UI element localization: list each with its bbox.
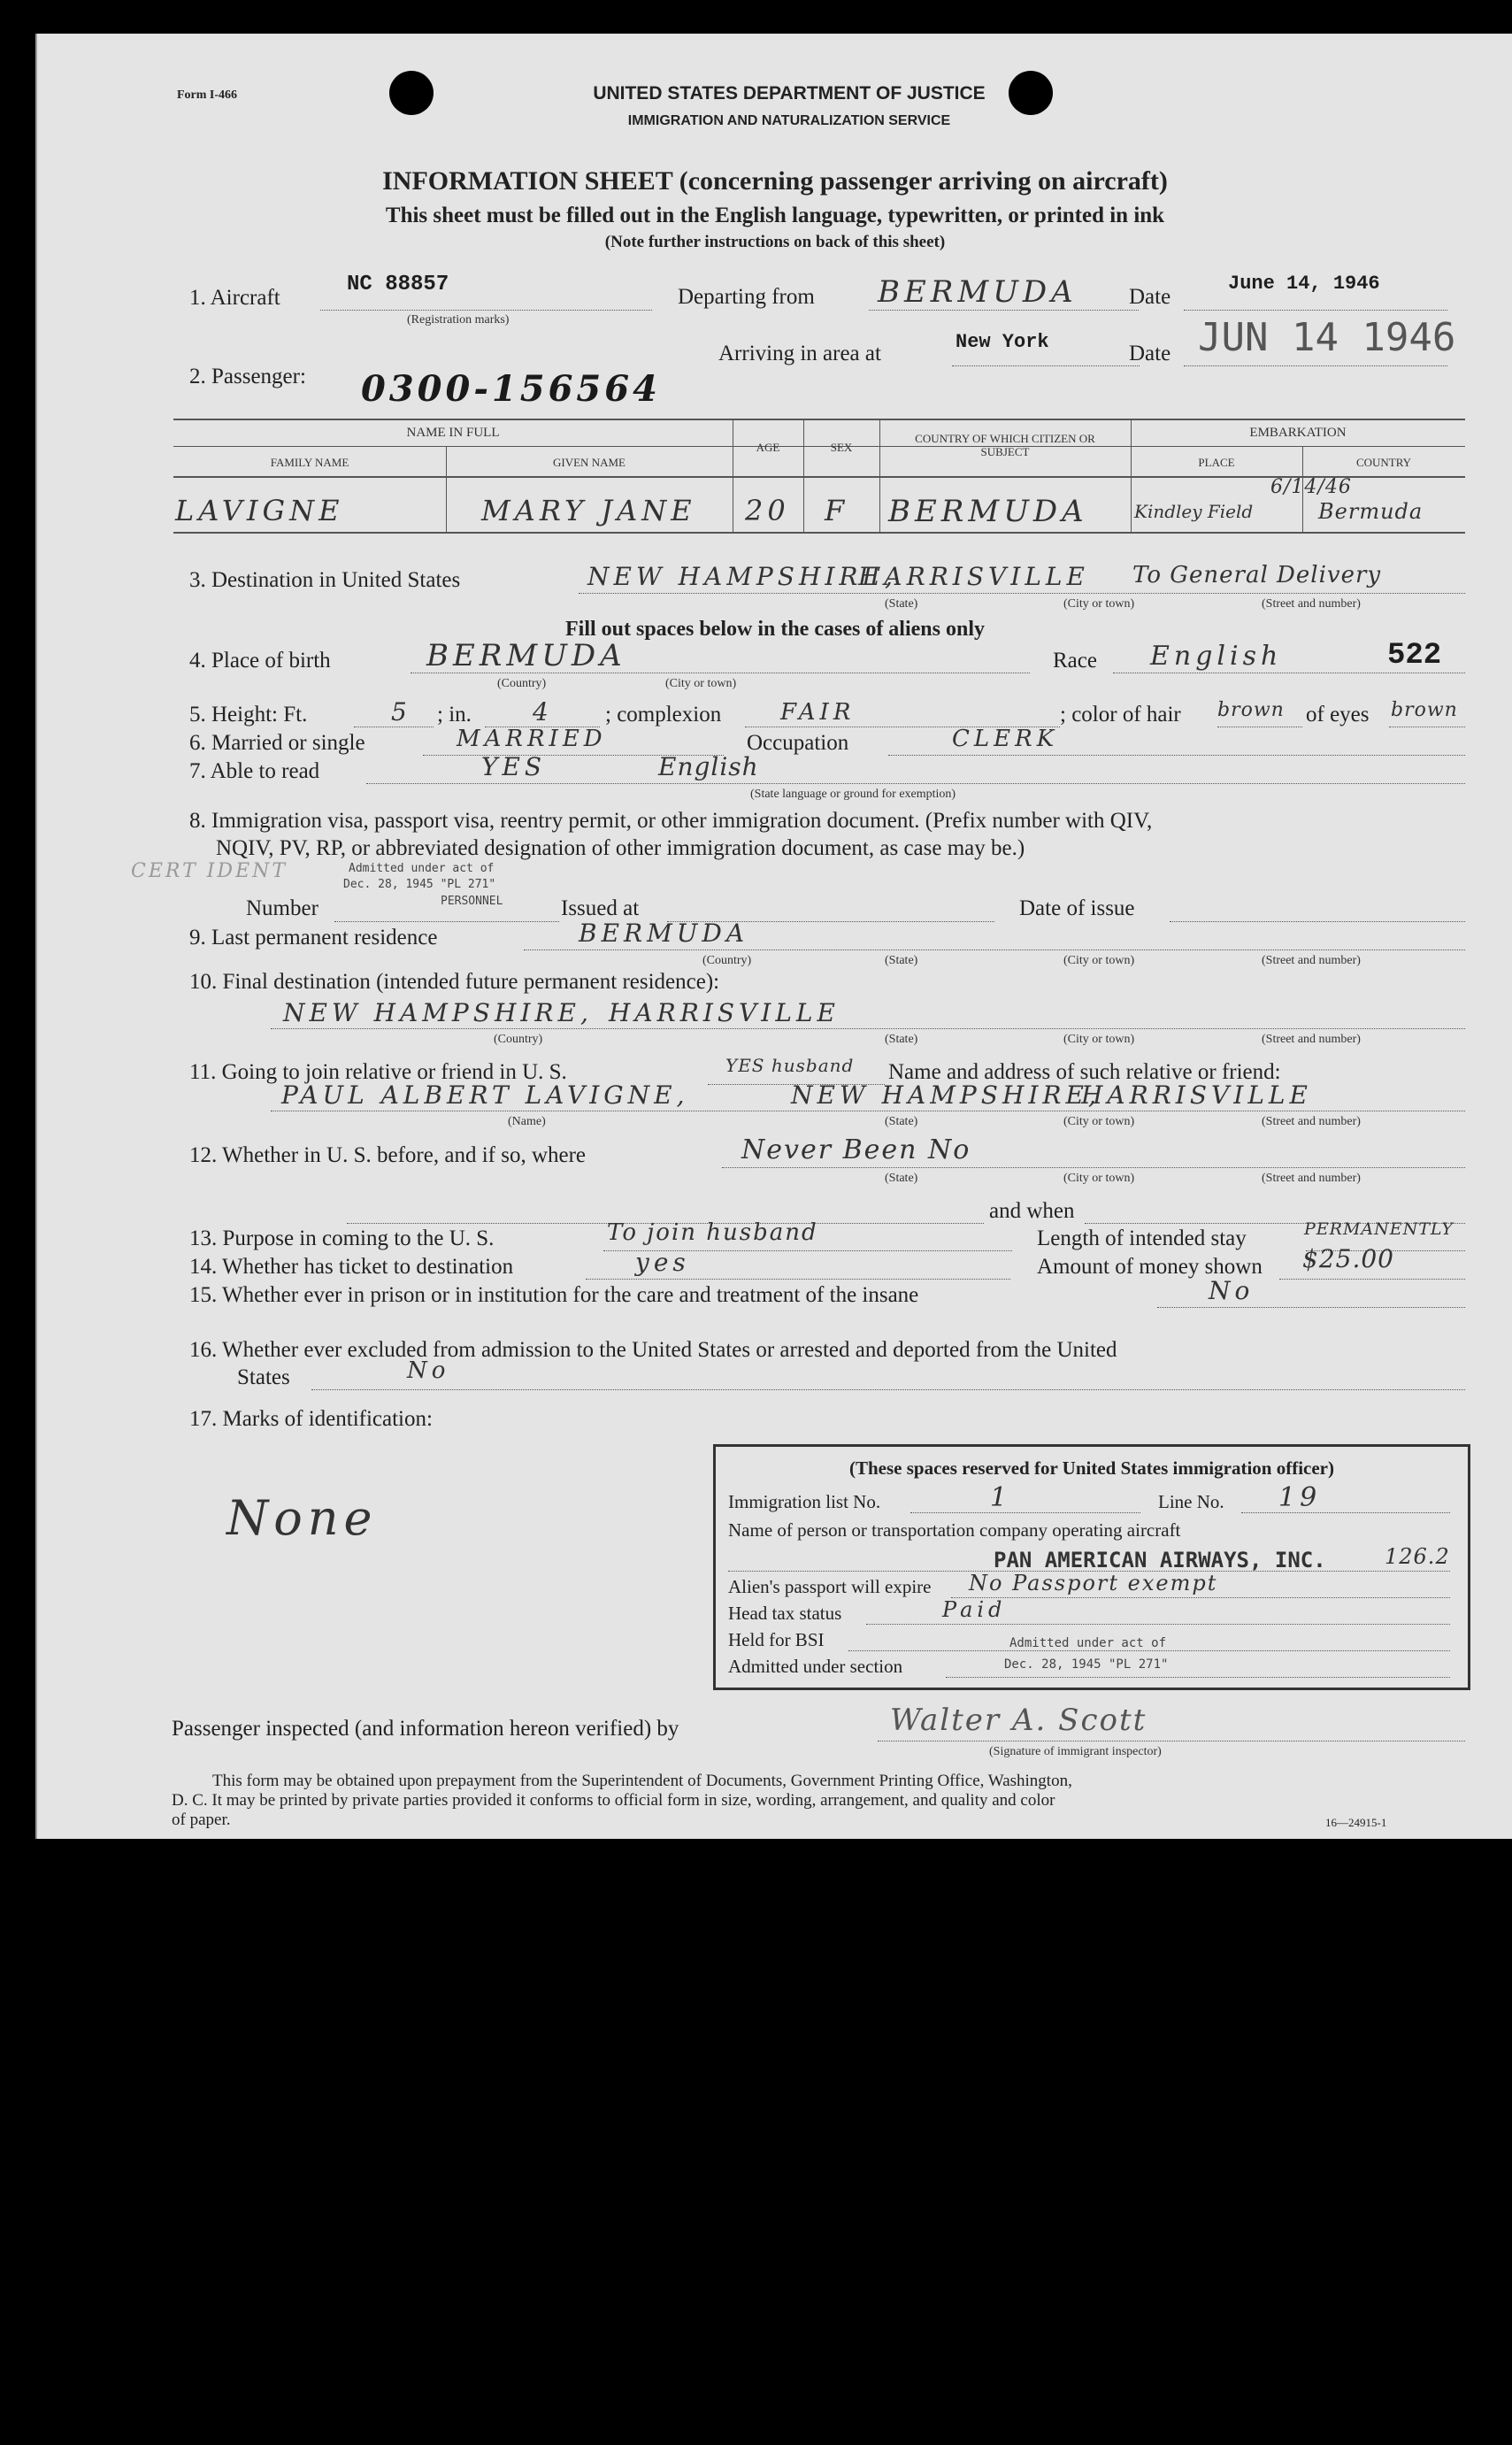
final-destination-line [271,1028,1465,1029]
operator-note: 126.2 [1385,1544,1450,1569]
list-label: Immigration list No. [728,1491,881,1512]
citizen-value: BERMUDA [888,494,1088,529]
arriving-label: Arriving in area at [718,342,881,365]
complexion-label: ; complexion [605,703,722,727]
before-cap-street: (Street and number) [1262,1172,1361,1185]
passport-value: No Passport exempt [969,1571,1218,1595]
stay-label: Length of intended stay [1037,1226,1247,1250]
residence-cap-city: (City or town) [1063,954,1135,967]
departing-value: BERMUDA [878,274,1078,310]
join-cap-name: (Name) [508,1115,546,1128]
final-cap-state: (State) [885,1033,918,1046]
destination-street: To General Delivery [1132,562,1382,588]
table-top-line [173,419,1465,420]
stay-value: PERMANENTLY [1304,1219,1454,1239]
family-header: FAMILY NAME [270,456,349,469]
footer-code: 16—24915-1 [1325,1816,1387,1829]
marks-label: 17. Marks of identification: [189,1407,433,1431]
final-destination-label: 10. Final destination (intended future permanent residence): [189,970,720,994]
destination-city: HARRISVILLE [858,562,1089,591]
given-name-value: MARY JANE [481,494,696,527]
embark-place-value: Kindley Field [1134,501,1254,522]
residence-cap-state: (State) [885,954,918,967]
join-value: YES husband [725,1055,855,1076]
information-sheet [35,34,1512,1839]
race-label: Race [1053,649,1097,673]
inspection-caption: (Signature of immigrant inspector) [989,1745,1162,1758]
departing-label: Departing from [678,285,815,309]
occupation-value: CLERK [952,726,1059,752]
complexion-value: FAIR [780,699,856,726]
number-label: Number [246,896,319,920]
name-header: NAME IN FULL [406,426,500,440]
form-id: Form I-466 [177,88,238,102]
embark-date-value: 6/14/46 [1270,476,1352,498]
destination-cap-street: (Street and number) [1262,597,1361,611]
height-feet: 5 [391,697,411,727]
inspector-signature: Walter A. Scott [890,1703,1147,1738]
marks-value: None [226,1490,378,1546]
read-value: YES [481,752,547,781]
date2-line [1184,365,1447,366]
hair-label: ; color of hair [1060,703,1181,727]
destination-label: 3. Destination in United States [189,568,461,592]
document-stamp-line3: PERSONNEL [441,895,503,908]
list-value: 1 [990,1482,1012,1513]
age-value: 20 [745,494,790,527]
footer-line1: This form may be obtained upon prepayment from the Superintendent of Documents, Government Printing Office, Washington, [212,1772,1072,1790]
before-label: 12. Whether in U. S. before, and if so, where [189,1143,587,1167]
birth-value: BERMUDA [426,638,626,673]
aircraft-caption: (Registration marks) [407,313,510,327]
money-line [1279,1279,1465,1280]
join-city-value: HARRISVILLE [1081,1080,1312,1110]
purpose-value: To join husband [607,1219,818,1246]
departing-line [869,310,1139,311]
join-cap-city: (City or town) [1063,1115,1135,1128]
document-margin-note: CERT IDENT [131,860,288,882]
officer-box [713,1444,1470,1690]
residence-cap-street: (Street and number) [1262,954,1361,967]
sex-value: F [825,494,849,527]
country-header: COUNTRY OF WHICH CITIZEN OR SUBJECT [915,432,1095,458]
headtax-value: Paid [942,1597,1007,1622]
family-name-value: LAVIGNE [175,494,344,527]
inspection-label: Passenger inspected (and information hereon verified) by [172,1717,679,1741]
inches-label: ; in. [437,703,472,727]
birth-label: 4. Place of birth [189,649,331,673]
headtax-line [866,1624,1450,1625]
date2-label: Date [1129,342,1171,365]
prison-label: 15. Whether ever in prison or in institution for the care and treatment of the insane [189,1283,919,1307]
sheet-note: (Note further instructions on back of this sheet) [604,233,946,251]
document-line2: NQIV, PV, RP, or abbreviated designation of other immigration document, as case may be.) [216,836,1025,860]
eyes-label: of eyes [1306,703,1370,727]
occupation-line [888,755,1465,756]
excluded-line [311,1389,1465,1390]
document-stamp-line1: Admitted under act of [349,862,495,875]
destination-cap-state: (State) [885,597,918,611]
service-title: IMMIGRATION AND NATURALIZATION SERVICE [627,113,951,128]
ticket-line [586,1279,1010,1280]
birth-cap-country: (Country) [497,677,547,690]
headtax-label: Head tax status [728,1603,842,1624]
embark-header: EMBARKATION [1249,426,1347,440]
date1-line [1184,310,1447,311]
date-issue-line [1170,921,1465,922]
list-line [910,1512,1140,1513]
section-line [946,1677,1450,1678]
ticket-label: 14. Whether has ticket to destination [189,1255,514,1279]
bsi-line [848,1650,1450,1651]
country-sub-header: COUNTRY [1355,456,1412,469]
destination-state: NEW HAMPSHIRE, [587,562,897,591]
final-cap-street: (Street and number) [1262,1033,1361,1046]
residence-label: 9. Last permanent residence [189,926,438,950]
residence-value: BERMUDA [579,919,749,948]
final-destination-city: HARRISVILLE [609,998,840,1027]
line-no-line [1241,1512,1450,1513]
excluded-line1: 16. Whether ever excluded from admission to the United States or arrested and deported from the United [189,1338,1117,1362]
join-cap-street: (Street and number) [1262,1115,1361,1128]
birth-cap-city: (City or town) [665,677,737,690]
aircraft-value: NC 88857 [347,273,449,296]
operator-label: Name of person or transportation company operating aircraft [728,1519,1181,1541]
purpose-label: 13. Purpose in coming to the U. S. [189,1226,495,1250]
date2-stamp: JUN 14 1946 [1198,315,1456,360]
sheet-title: INFORMATION SHEET (concerning passenger arriving on aircraft) [382,166,1168,196]
age-header: AGE [756,441,780,454]
join-name-value: PAUL ALBERT LAVIGNE, [281,1080,689,1110]
money-label: Amount of money shown [1037,1255,1263,1279]
line-value: 19 [1278,1482,1322,1513]
race-code: 522 [1387,639,1442,673]
join-name-label: Name and address of such relative or friend: [888,1060,1281,1084]
arriving-value: New York [956,331,1049,353]
ticket-value: yes [635,1248,690,1277]
date1-value: June 14, 1946 [1228,273,1380,295]
race-value: English [1150,641,1283,672]
join-cap-state: (State) [885,1115,918,1128]
line-label: Line No. [1158,1491,1224,1512]
sheet-instruction: This sheet must be filled out in the English language, typewritten, or printed in ink [385,204,1165,227]
marital-value: MARRIED [457,726,607,752]
height-label: 5. Height: Ft. [189,703,308,727]
section-stamp-line2: Dec. 28, 1945 "PL 271" [1004,1657,1169,1672]
read-language: English [658,752,759,781]
aliens-heading: Fill out spaces below in the cases of aliens only [564,618,985,641]
passenger-number: 0300-156564 [361,368,661,410]
passenger-label: 2. Passenger: [189,365,306,388]
eyes-value: brown [1391,699,1458,721]
read-line [366,783,1465,784]
before-line [722,1167,1465,1168]
before-value: Never Been No [741,1134,971,1165]
before-cap-state: (State) [885,1172,918,1185]
destination-cap-city: (City or town) [1063,597,1135,611]
read-caption: (State language or ground for exemption) [750,788,956,801]
table-col-d [879,419,880,533]
sex-header: SEX [830,441,853,454]
footer-line2: D. C. It may be printed by private parties provided it conforms to official form in size, wording, arrangement, and quality and color [172,1791,1055,1810]
height-inches: 4 [533,697,553,727]
prison-value: No [1209,1276,1255,1305]
join-label: 11. Going to join relative or friend in U. S. [189,1060,567,1084]
date1-label: Date [1129,285,1171,309]
table-bottom-line [173,532,1465,534]
money-value: $25.00 [1302,1244,1394,1273]
date-issue-label: Date of issue [1019,896,1135,920]
given-header: GIVEN NAME [553,456,626,469]
place-header: PLACE [1198,456,1235,469]
excluded-value: No [407,1357,450,1384]
issued-label: Issued at [561,896,640,920]
join-state-value: NEW HAMPSHIRE, [791,1080,1101,1110]
destination-line [579,593,1465,594]
prison-line [1157,1307,1465,1308]
passport-label: Alien's passport will expire [728,1576,932,1597]
marital-label: 6. Married or single [189,731,365,755]
bsi-label: Held for BSI [728,1629,825,1650]
passport-line [951,1597,1450,1598]
document-line1: 8. Immigration visa, passport visa, reentry permit, or other immigration document. (Prefix number with QIV, [189,809,1153,833]
aircraft-label: 1. Aircraft [189,286,280,310]
before-cap-city: (City or town) [1063,1172,1135,1185]
section-label: Admitted under section [728,1656,903,1677]
excluded-line2: States [237,1365,290,1389]
punch-hole-left [389,71,434,115]
arriving-line [952,365,1140,366]
aircraft-line [320,310,652,311]
hair-value: brown [1217,699,1285,721]
agency-title: UNITED STATES DEPARTMENT OF JUSTICE [593,83,986,104]
section-stamp-line1: Admitted under act of [1009,1636,1167,1650]
number-line [334,921,559,922]
document-stamp-line2: Dec. 28, 1945 "PL 271" [343,878,496,891]
final-destination-country: NEW HAMPSHIRE, [283,998,593,1027]
occupation-label: Occupation [747,731,849,755]
when-label: and when [989,1199,1075,1223]
footer-line3: of paper. [172,1811,231,1829]
officer-heading: (These spaces reserved for United States immigration officer) [848,1457,1334,1479]
embark-country-value: Bermuda [1318,499,1424,524]
final-cap-city: (City or town) [1063,1033,1135,1046]
table-col-c [803,419,804,533]
final-cap-country: (Country) [494,1033,543,1046]
residence-cap-country: (Country) [702,954,752,967]
read-label: 7. Able to read [189,759,320,783]
operator-value: PAN AMERICAN AIRWAYS, INC. [994,1548,1326,1572]
